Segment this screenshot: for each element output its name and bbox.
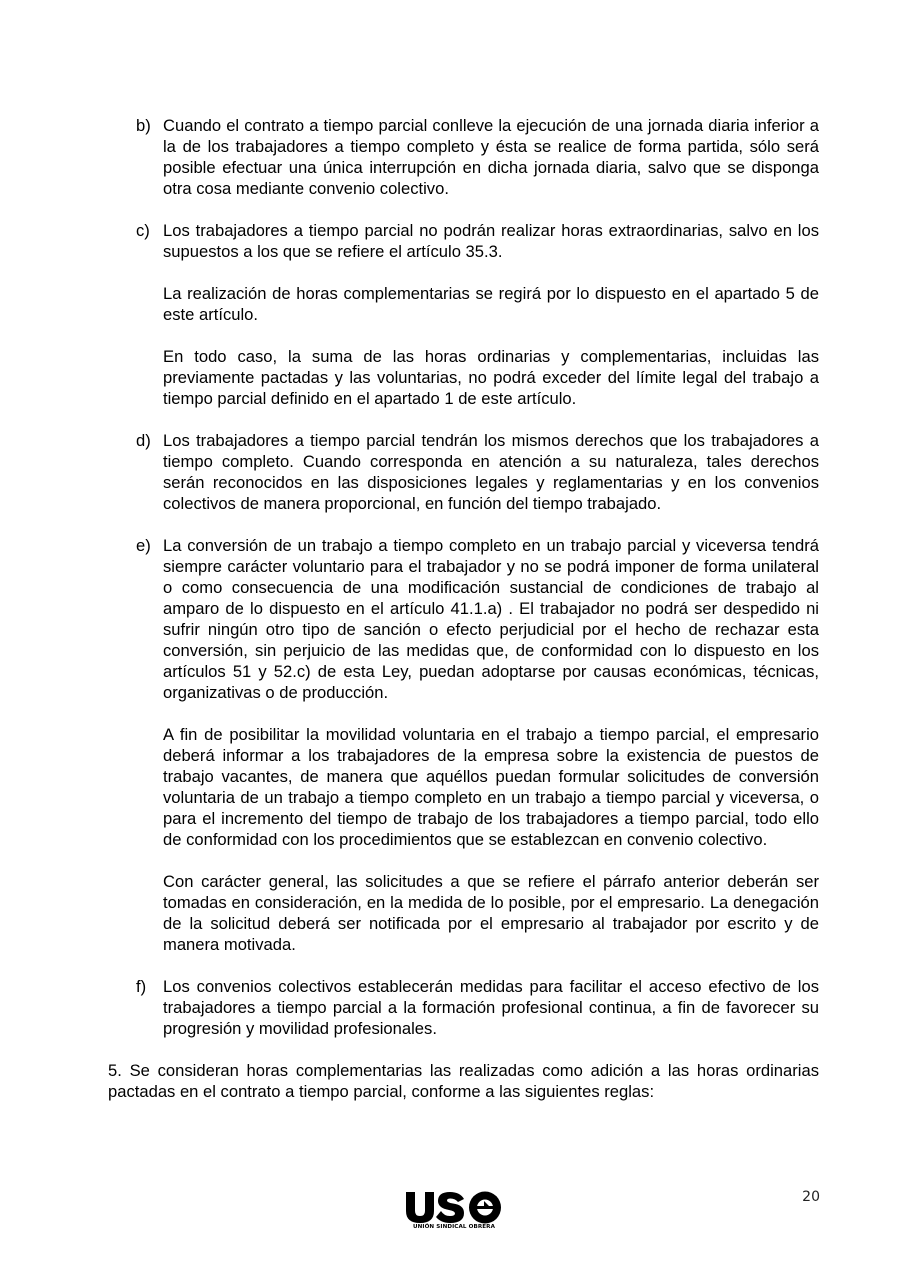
item-marker: d) [136,431,151,450]
paragraph: Los trabajadores a tiempo parcial no podrán realizar horas extraordinarias, salvo en los supuestos a los que se refiere el artículo 35.3. [163,221,819,261]
closing-paragraph: 5. Se consideran horas complementarias las realizadas como adición a las horas ordinarias pactadas en el contrato a tiempo parcial, conforme a las siguientes reglas: [108,1061,819,1101]
list-item-d [108,430,819,514]
list-item-f [108,976,819,1039]
paragraph: Cuando el contrato a tiempo parcial conlleve la ejecución de una jornada diaria inferior a la de los trabajadores a tiempo completo y ésta se realice de forma partida, sólo será posible efectuar una única interrupción en dicha jornada diaria, salvo que se disponga otra cosa mediante convenio colectivo. [163,116,819,198]
item-marker: b) [136,116,151,135]
logo-caption: UNIÓN SINDICAL OBRERA [412,1224,496,1230]
list-item-e [108,535,819,955]
uso-logo-icon [404,1190,504,1224]
page-number: 20 [802,1189,820,1205]
paragraph: La realización de horas complementarias se regirá por lo dispuesto en el apartado 5 de este artículo. [163,284,819,324]
item-marker: f) [136,977,147,996]
paragraph: En todo caso, la suma de las horas ordinarias y complementarias, incluidas las previamente pactadas y las voluntarias, no podrá exceder del límite legal del trabajo a tiempo parcial definido en el apartado 1 de este artículo. [163,347,819,408]
item-marker: e) [136,536,151,555]
paragraph: A fin de posibilitar la movilidad voluntaria en el trabajo a tiempo parcial, el empresario deberá informar a los trabajadores de la empresa sobre la existencia de puestos de trabajo vacantes, de manera que aquéllos puedan formular solicitudes de conversión voluntaria de un trabajo a tiempo completo en un trabajo a tiempo parcial y viceversa, o para el incremento del tiempo de trabajo de los trabajadores a tiempo parcial, todo ello de conformidad con los procedimientos que se establezcan en convenio colectivo. [163,725,819,849]
list-item-c [108,220,819,409]
paragraph: Los convenios colectivos establecerán medidas para facilitar el acceso efectivo de los trabajadores a tiempo parcial a la formación profesional continua, a fin de favorecer su progresión y movilidad profesionales. [163,977,819,1038]
paragraph: La conversión de un trabajo a tiempo completo en un trabajo parcial y viceversa tendrá siempre carácter voluntario para el trabajador y no se podrá imponer de forma unilateral o como consecuencia de una modificación sustancial de condiciones de trabajo al amparo de lo dispuesto en el artículo 41.1.a) . El trabajador no podrá ser despedido ni sufrir ningún otro tipo de sanción o efecto perjudicial por el hecho de rechazar esta conversión, sin perjuicio de las medidas que, de conformidad con lo dispuesto en los artículos 51 y 52.c) de esta Ley, puedan adoptarse por causas económicas, técnicas, organizativas o de producción. [163,536,819,702]
paragraph: Con carácter general, las solicitudes a que se refiere el párrafo anterior deberán ser tomadas en consideración, en la medida de lo posible, por el empresario. La denegación de la solicitud deberá ser notificada por el empresario al trabajador por escrito y de manera motivada. [163,872,819,954]
paragraph: Los trabajadores a tiempo parcial tendrán los mismos derechos que los trabajadores a tiempo completo. Cuando corresponda en atención a su naturaleza, tales derechos serán reconocidos en las disposiciones legales y reglamentarias y en los convenios colectivos de manera proporcional, en función del tiempo trabajado. [163,431,819,513]
document-body [108,115,819,1102]
list-item-b [108,115,819,199]
item-marker: c) [136,221,150,240]
uso-logo [404,1190,504,1240]
